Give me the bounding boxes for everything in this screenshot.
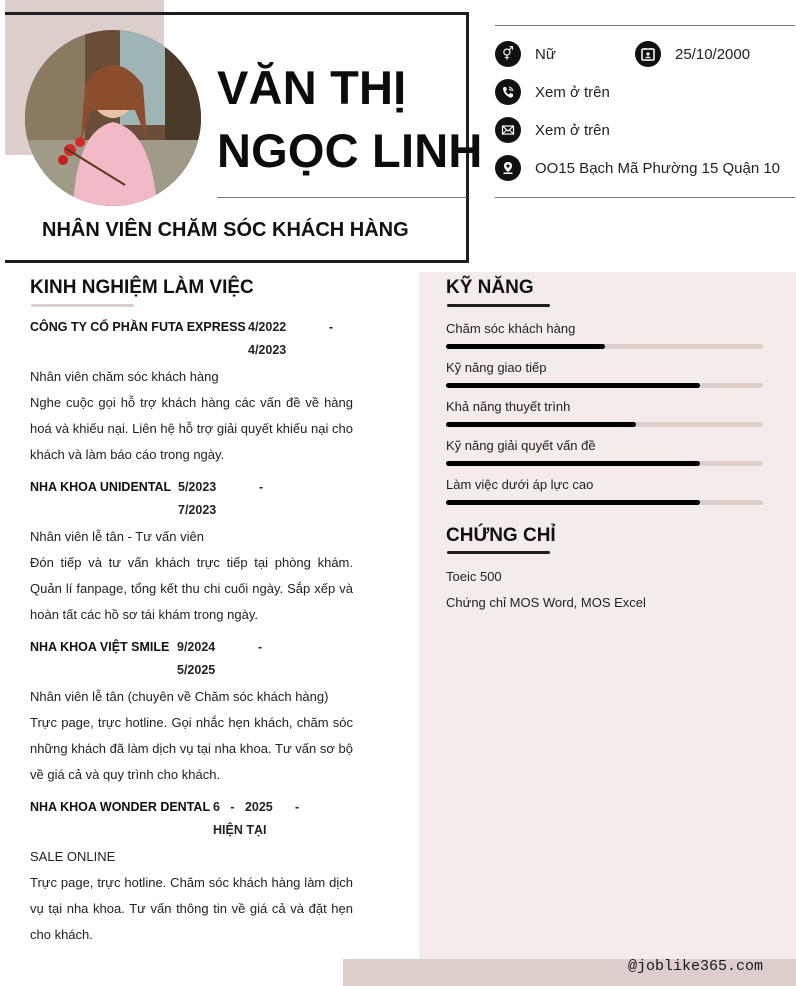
skill-item (446, 320, 763, 349)
experience-role: SALE ONLINE (30, 849, 116, 864)
profile-photo-image (25, 30, 201, 206)
experience-description: Trực page, trực hotline. Chăm sóc khách hàng làm dịch vụ tại nha khoa. Tư vấn thông tin về giá cả và đặt hẹn cho khách. (30, 875, 353, 942)
footer-watermark: @joblike365.com (628, 958, 764, 975)
experience-dash: - (329, 320, 334, 334)
experience-title: KINH NGHIỆM LÀM VIỆC (30, 277, 254, 298)
location-pin-icon (495, 155, 521, 181)
skill-bar-track (446, 500, 763, 505)
experience-end: 7/2023 (178, 503, 217, 517)
name-line-2: NGỌC LINH (217, 124, 483, 177)
certificates-underline (447, 551, 550, 554)
experience-start: 9/2024 (177, 640, 216, 654)
experience-item (30, 476, 353, 628)
experience-company: CÔNG TY CỔ PHẦN FUTA EXPRESS (30, 320, 246, 334)
experience-role: Nhân viên lễ tân - Tư vấn viên (30, 529, 204, 544)
experience-item (30, 796, 353, 948)
experience-role: Nhân viên lễ tân (chuyên về Chăm sóc khách hàng) (30, 689, 329, 704)
experience-end: 4/2023 (248, 343, 287, 357)
skill-bar-fill (446, 383, 700, 388)
skill-bar-track (446, 383, 763, 388)
skill-bar-fill (446, 422, 636, 427)
skill-item (446, 359, 763, 388)
candidate-name (217, 56, 483, 182)
skill-bar-track (446, 422, 763, 427)
experience-end: HIỆN TẠI (213, 823, 267, 837)
email-icon (495, 117, 521, 143)
experience-company: NHA KHOA UNIDENTAL (30, 480, 172, 494)
name-line-1: VĂN THỊ (217, 61, 407, 114)
skills-underline (447, 304, 550, 307)
experience-company: NHA KHOA WONDER DENTAL (30, 800, 211, 814)
birthday-value: 25/10/2000 (675, 45, 751, 63)
experience-start: 5/2023 (178, 480, 217, 494)
gender-value: Nữ (535, 45, 556, 63)
certificate-item: Chứng chỉ MOS Word, MOS Excel (446, 595, 646, 610)
experience-underline (31, 304, 134, 307)
skill-bar-fill (446, 344, 605, 349)
address-value: OO15 Bạch Mã Phường 15 Quận 10 (535, 159, 781, 177)
contact-divider-bottom (495, 197, 795, 198)
experience-role: Nhân viên chăm sóc khách hàng (30, 369, 219, 384)
experience-start: 6 - 2025 (213, 800, 273, 814)
contact-address (495, 155, 780, 181)
skill-item (446, 476, 763, 505)
experience-end: 5/2025 (177, 663, 216, 677)
email-value: Xem ở trên (535, 121, 610, 139)
skill-label: Chăm sóc khách hàng (446, 321, 576, 336)
experience-company: NHA KHOA VIỆT SMILE (30, 640, 170, 654)
certificate-item: Toeic 500 (446, 569, 502, 584)
contact-birthday (635, 41, 750, 67)
skill-bar-track (446, 344, 763, 349)
experience-item (30, 316, 353, 468)
experience-item (30, 636, 353, 788)
experience-dash: - (259, 480, 264, 494)
skill-bar-track (446, 461, 763, 466)
skill-label: Kỹ năng giao tiếp (446, 360, 547, 375)
contact-gender (495, 41, 556, 67)
experience-dash: - (258, 640, 263, 654)
skill-label: Kỹ năng giải quyết vấn đề (446, 438, 596, 453)
contact-phone (495, 79, 610, 105)
skill-bar-fill (446, 500, 700, 505)
skill-item (446, 437, 763, 466)
skill-item (446, 398, 763, 427)
skills-title: KỸ NĂNG (446, 277, 534, 298)
contact-divider-top (495, 25, 795, 26)
profile-photo (25, 30, 201, 206)
certificates-title: CHỨNG CHỈ (446, 525, 556, 546)
experience-description: Nghe cuộc gọi hỗ trợ khách hàng các vấn đề về hàng hoá và khiếu nại. Liên hệ hỗ trợ giải quyết khiếu nại cho khách và làm báo cáo trong ngày. (30, 395, 353, 462)
phone-value: Xem ở trên (535, 83, 610, 101)
experience-description: Trực page, trực hotline. Gọi nhắc hẹn khách, chăm sóc những khách đã làm dịch vụ tại nha khoa. Tư vấn sơ bộ về giá cả và quy trình cho khách. (30, 715, 353, 782)
contact-email (495, 117, 610, 143)
job-title: NHÂN VIÊN CHĂM SÓC KHÁCH HÀNG (42, 219, 409, 241)
name-divider (217, 197, 467, 198)
gender-icon: ⚥ (495, 41, 521, 67)
skill-label: Làm việc dưới áp lực cao (446, 477, 594, 492)
experience-start: 4/2022 (248, 320, 287, 334)
phone-icon (495, 79, 521, 105)
experience-dash: - (295, 800, 300, 814)
skill-bar-fill (446, 461, 700, 466)
experience-description: Đón tiếp và tư vấn khách trực tiếp tại phòng khám. Quản lí fanpage, tổng kết thu chi cuối ngày. Sắp xếp và hoàn tất các hồ sơ tái khám trong ngày. (30, 555, 353, 622)
calendar-icon (635, 41, 661, 67)
skill-label: Khả năng thuyết trình (446, 399, 571, 414)
